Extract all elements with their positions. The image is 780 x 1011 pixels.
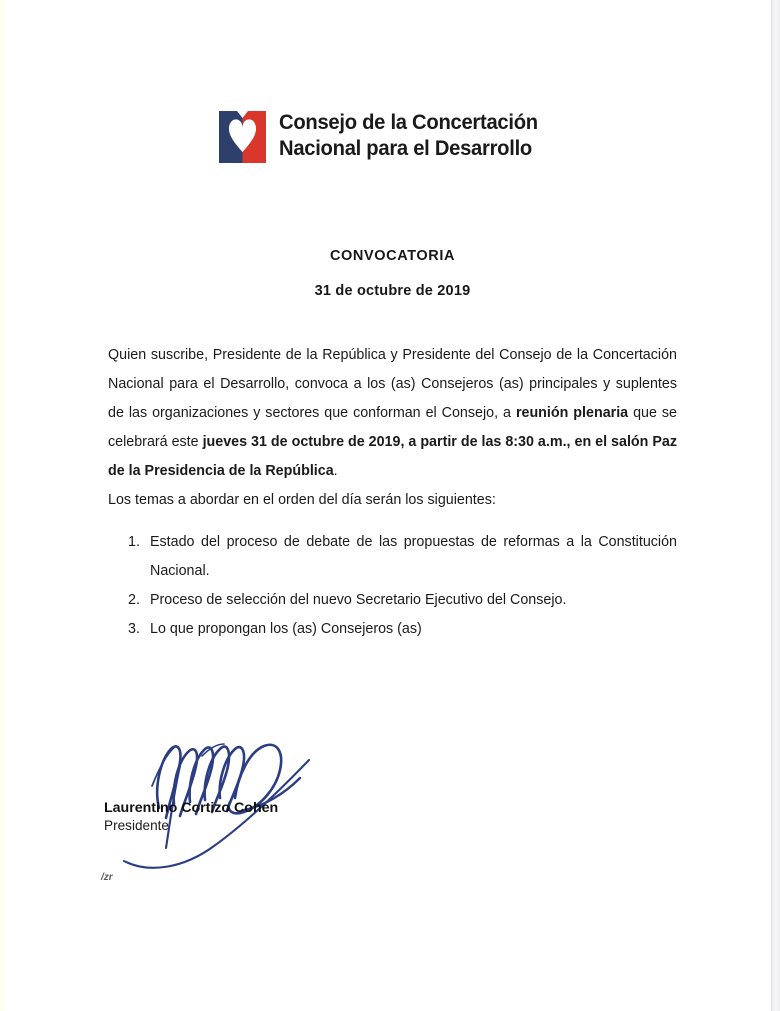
signatory-name: Laurentino Cortizo Cohen [104, 800, 279, 816]
page-edge-right [771, 0, 780, 1011]
paragraph-convocation-bold2: jueves 31 de octubre de 2019, a partir de las 8:30 a.m., en el salón Paz de la Presidencia de la República [108, 434, 677, 479]
organization-name-line1: Consejo de la Concertación [279, 110, 538, 134]
organization-name [279, 106, 538, 161]
agenda-item [108, 615, 677, 644]
document-date: 31 de octubre de 2019 [314, 283, 471, 299]
agenda-item-text: Estado del proceso de debate de las propuestas de reformas a la Constitución Nacional. [150, 534, 677, 579]
agenda-lead-in: Los temas a abordar en el orden del día serán los siguientes: [108, 492, 496, 508]
body-content [108, 341, 677, 486]
reference-mark: /zr [101, 872, 113, 883]
signatory-title: Presidente [104, 818, 169, 833]
paragraph-convocation-part1: Quien suscribe, Presidente de la República y Presidente del Consejo de la Concertación Nacional para el Desarrollo, convoca a los (as) Consejeros (as) principales y suplentes de las organizaciones y sectores que conforman el Consejo, a [108, 347, 677, 421]
paragraph-convocation-part3: . [333, 463, 338, 479]
agenda-item [108, 586, 677, 615]
heart-shield-logo-icon [216, 106, 269, 168]
document-title: CONVOCATORIA [329, 248, 456, 264]
agenda-item-text: Lo que propongan los (as) Consejeros (as) [150, 621, 422, 637]
organization-name-line2: Nacional para el Desarrollo [279, 136, 532, 160]
agenda-item-number: 1. [128, 534, 140, 550]
paragraph-convocation-bold1: reunión plenaria [515, 405, 629, 421]
agenda-list [108, 528, 677, 644]
agenda-item-number: 2. [128, 592, 140, 608]
page-edge-right-line [771, 0, 772, 1011]
agenda-item-text: Proceso de selección del nuevo Secretario Ejecutivo del Consejo. [150, 592, 567, 608]
agenda-item [108, 528, 677, 586]
paragraph-convocation [108, 341, 677, 486]
letterhead [216, 106, 554, 168]
agenda-item-number: 3. [128, 621, 140, 637]
paragraph-convocation-part2: que se celebrará este [108, 405, 677, 450]
